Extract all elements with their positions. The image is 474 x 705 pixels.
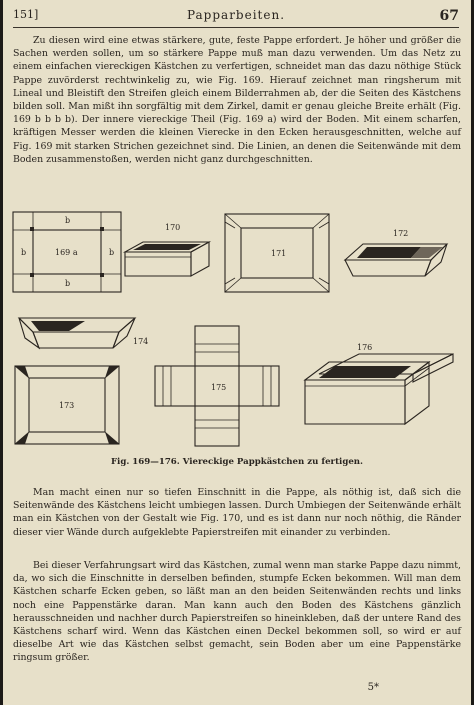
figure-170-box	[121, 222, 213, 282]
page-header	[13, 8, 459, 26]
paragraph-1: Zu diesen wird eine etwas stärkere, gute, feste Pappe erfordert. Je höher und größer die Sachen werden sollen, um so stärkere Pappe muß man dazu verwenden. Um das Netz zu einem einfachen viereckigen Kästchen zu verfertigen, schneidet man das dazu nöthige Stück Pappe zuvörderst rechtwinkelig zu, wie Fig. 169. Hierauf zeichnet man ringsherum mit Lineal und Bleistift den Streifen gleich einem Bilderrahmen ab, der die Seiten des Kästchens bilden soll. Man mißt ihn sorgfältig mit dem Zirkel, damit er genau gleiche Breite erhält (Fig. 169 b b b b). Der innere viereckige Theil (Fig. 169 a) wird der Boden. Mit einem scharfen, kräftigen Messer werden die kleinen Vierecke in den Ecken herausgeschnitten, welche auf Fig. 169 mit starken Strichen gezeichnet sind. Die Linien, an denen die Seitenwände mit dem Boden zusammenstoßen, werden nicht ganz durchgeschnitten.	[13, 35, 461, 165]
label-b-right: b	[109, 248, 115, 257]
label-b-left: b	[21, 248, 27, 257]
figure-caption: Fig. 169—176. Viereckige Pappkästchen zu fertigen.	[110, 457, 364, 467]
label-b-top: b	[65, 216, 71, 225]
figure-171-net	[221, 210, 333, 296]
paragraph-3: Bei dieser Verfahrungsart wird das Kästchen, zumal wenn man starke Pappe dazu nimmt, da, wo sich die Einschnitte in derselben befinden, stumpfe Ecken bekommen. Will man dem Kästchen scharfe Ecken geben, so läßt man an den beiden Seitenwänden rechts und links noch eine Pappenstärke daran. Man kann auch den Boden des Kästchens gänzlich herausschneiden und nachher durch Papierstreifen so hineinkleben, daß der untere Rand des Kästchens scharf wird. Wenn das Kästchen einen Deckel bekommen soll, so wird er auf dieselbe Art wie das Kästchen selbst gemacht, sein Boden aber um eine Pappenstärke ringsum größer.	[13, 560, 461, 664]
label-169a: 169 a	[55, 248, 78, 257]
label-171: 171	[271, 249, 287, 258]
running-title: Papparbeiten.	[186, 8, 286, 22]
figure-173-net	[11, 362, 123, 448]
book-page	[3, 0, 471, 705]
label-175: 175	[211, 383, 227, 392]
figure-172-tray	[341, 226, 453, 282]
header-section-number: 151]	[13, 8, 39, 21]
figure-175-net	[151, 322, 283, 450]
signature-mark: 5*	[367, 682, 379, 693]
figure-174-tray	[15, 310, 155, 362]
paragraph-2: Man macht einen nur so tiefen Einschnitt in die Pappe, als nöthig ist, daß sich die Seitenwände des Kästchens leicht umbiegen lassen. Durch Umbiegen der Seitenwände erhält man ein Kästchen von der Gestalt wie Fig. 170, und es ist dann nur noch nöthig, die Ränder dieser vier Wände durch aufgeklebte Papierstreifen mit einander zu verbinden.	[13, 487, 461, 538]
label-176: 176	[357, 343, 373, 352]
label-173: 173	[59, 401, 75, 410]
label-b-bottom: b	[65, 279, 71, 288]
figure-169-net	[11, 210, 123, 296]
label-170: 170	[165, 223, 181, 232]
header-rule	[13, 27, 459, 28]
page-number: 67	[439, 8, 459, 24]
label-174: 174	[133, 337, 149, 346]
label-172: 172	[393, 229, 409, 238]
figure-176-box-with-lid	[299, 336, 459, 434]
